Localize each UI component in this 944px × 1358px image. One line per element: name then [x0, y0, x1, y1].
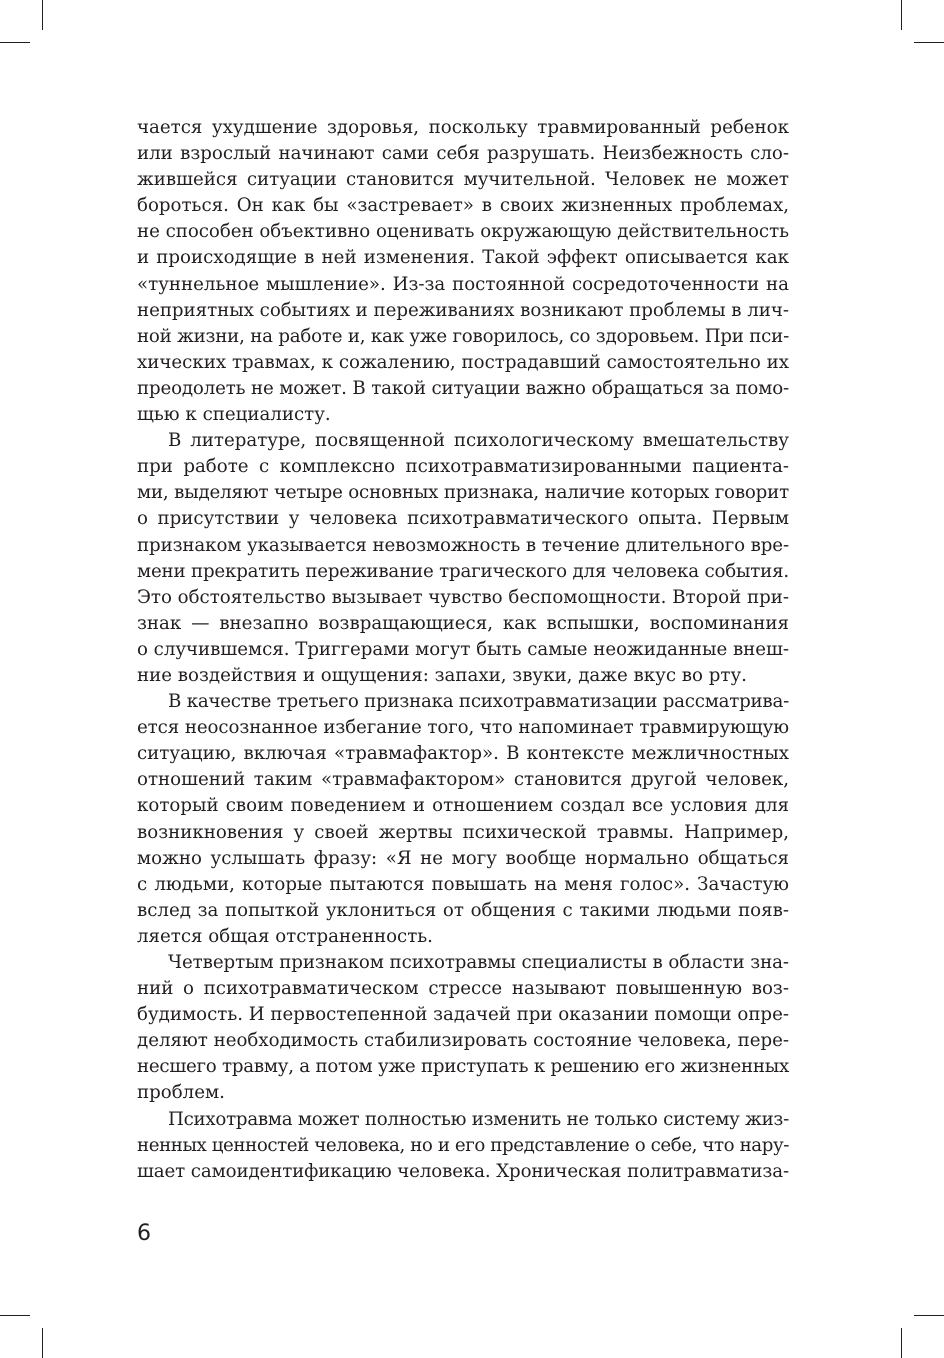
crop-mark-bottom-right-h: [914, 1315, 944, 1316]
text-line: отношений таким «травмафактором» становится другой человек,: [137, 769, 789, 791]
text-line: не способен объективно оценивать окружающую действительность: [137, 221, 789, 243]
text-line: о случившемся. Триггерами могут быть самые неожиданные внеш-: [137, 638, 789, 660]
text-line: несшего травму, а потом уже приступать к решению его жизненных: [137, 1056, 789, 1078]
text-line: ется неосознанное избегание того, что напоминает травмирующую: [137, 717, 789, 739]
paragraph-3: [137, 689, 789, 950]
text-line: знак — внезапно возвращающиеся, как вспышки, воспоминания: [137, 612, 789, 634]
text-line: бороться. Он как бы «застревает» в своих жизненных проблемах,: [137, 195, 789, 217]
crop-mark-top-right-v: [901, 0, 902, 30]
crop-mark-bottom-right-v: [901, 1328, 902, 1358]
text-line: Четвертым признаком психотравмы специалисты в области зна-: [168, 952, 789, 973]
text-line: жившейся ситуации становится мучительной. Человек не может: [137, 169, 789, 191]
crop-mark-bottom-left-h: [0, 1315, 30, 1316]
text-line: деляют необходимость стабилизировать состояние человека, пере-: [137, 1030, 789, 1052]
text-line: будимость. И первостепенной задачей при оказании помощи опре-: [137, 1004, 789, 1026]
paragraph-4: [137, 950, 789, 1107]
text-line: «туннельное мышление». Из-за постоянной сосредоточенности на: [137, 273, 789, 295]
crop-mark-top-right-h: [914, 42, 944, 43]
crop-mark-top-left-h: [0, 42, 30, 43]
text-line: ситуацию, включая «травмафактор». В контексте межличностных: [137, 743, 789, 765]
text-line: ми, выделяют четыре основных признака, наличие которых говорит: [137, 482, 789, 504]
text-line: хических травмах, к сожалению, пострадавший самостоятельно их: [137, 351, 789, 373]
text-line: Это обстоятельство вызывает чувство беспомощности. Второй при-: [137, 586, 789, 608]
text-line: или взрослый начинают сами себя разрушать. Неизбежность сло-: [137, 143, 789, 165]
text-line: и происходящие в ней изменения. Такой эффект описывается как: [137, 247, 789, 269]
text-line: ний о психотравматическом стрессе называют повышенную воз-: [137, 978, 789, 1000]
text-line: щью к специалисту.: [137, 404, 331, 426]
text-line: который своим поведением и отношением создал все условия для: [137, 795, 789, 817]
text-line: В качестве третьего признака психотравматизации рассматрива-: [168, 691, 789, 713]
text-line: вслед за попыткой уклониться от общения с такими людьми появ-: [137, 899, 789, 921]
text-line: чается ухудшение здоровья, поскольку травмированный ребенок: [137, 117, 789, 138]
crop-mark-top-left-v: [42, 0, 43, 30]
text-line: ненных ценностей человека, но и его представление о себе, что нару-: [137, 1134, 789, 1156]
paragraph-1: [137, 115, 789, 428]
text-line: Психотравма может полностью изменить не только систему жиз-: [168, 1108, 789, 1130]
text-line: признаком указывается невозможность в течение длительного вре-: [137, 534, 789, 556]
text-line: ние воздействия и ощущения: запахи, звуки, даже вкус во рту.: [137, 664, 747, 686]
text-line: возникновения у своей жертвы психической травмы. Например,: [137, 821, 789, 843]
text-line: мени прекратить переживание трагического для человека события.: [137, 560, 789, 582]
text-line: можно услышать фразу: «Я не могу вообще нормально общаться: [137, 847, 789, 869]
paragraph-5: [137, 1107, 789, 1185]
paragraph-2: [137, 428, 789, 689]
text-line: с людьми, которые пытаются повышать на меня голос». Зачастую: [137, 873, 789, 895]
crop-mark-bottom-left-v: [42, 1328, 43, 1358]
text-line: В литературе, посвященной психологическому вмешательству: [168, 430, 789, 452]
text-line: неприятных событиях и переживаниях возникают проблемы в лич-: [137, 299, 790, 321]
text-line: при работе с комплексно психотравматизированными пациента-: [137, 456, 789, 478]
text-line: ляется общая отстраненность.: [137, 925, 433, 947]
text-line: преодолеть не может. В такой ситуации важно обращаться за помо-: [137, 377, 789, 399]
page-number: 6: [137, 1221, 151, 1246]
body-text: [137, 115, 789, 1185]
text-line: о присутствии у человека психотравматического опыта. Первым: [137, 508, 789, 530]
text-line: ной жизни, на работе и, как уже говорилось, со здоровьем. При пси-: [137, 325, 789, 347]
text-line: шает самоидентификацию человека. Хроническая политравматиза-: [137, 1160, 789, 1182]
text-line: проблем.: [137, 1082, 225, 1104]
